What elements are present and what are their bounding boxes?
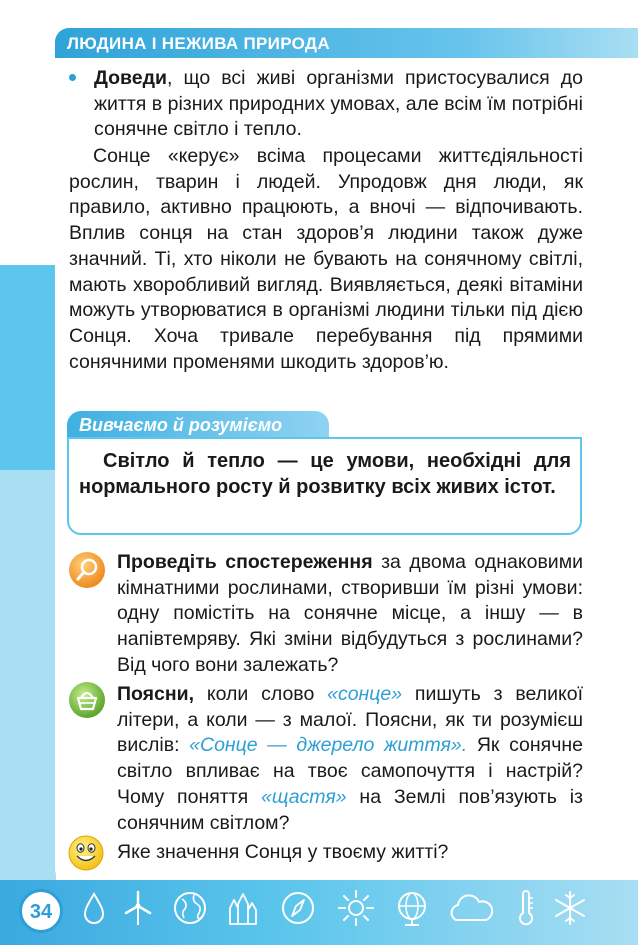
- globe-icon: [170, 888, 210, 928]
- bullet-dot: [69, 74, 76, 81]
- smiley-icon: [67, 834, 105, 872]
- basket-icon: [68, 681, 106, 719]
- chapter-title: ЛЮДИНА І НЕЖИВА ПРИРОДА: [67, 34, 330, 53]
- main-paragraph-text: Сонце «керує» всіма процесами життєдіяльності рослин, тварин і людей. Упродовж дня люди, як правило, активно працюють, а вночі — відпочивають. Вплив сонця на стан здоров’я людини також дуже значний. Ті, хто ніколи не бувають на сонячному світлі, мають хворобливий вигляд. Виявляється, деякі вітаміни можуть утворюватися в організмі людини тільки під дією Сонця. Хоча тривале перебування під прямими сонячними променями шкодить здоров’ю.: [69, 145, 583, 373]
- quote-sun: «сонце»: [327, 683, 403, 705]
- sun-icon: [336, 888, 376, 928]
- intro-paragraph: [94, 66, 583, 143]
- study-text: Світло й тепло — це умови, необхідні для нормального росту й розвитку всіх живих істот.: [79, 450, 571, 498]
- page-number-badge: [19, 889, 63, 933]
- task-explain-text-4: на Землі пов’язують із сонячним світлом?: [117, 785, 583, 834]
- chapter-header: [55, 28, 638, 58]
- task-explain: [117, 682, 583, 836]
- study-section-label: Вивчаємо й розуміємо: [79, 415, 283, 435]
- crystals-icon: [222, 888, 262, 928]
- task-explain-text-3: Як сонячне світло впливає на твоє самопочуття і настрій? Чому поняття: [117, 734, 583, 808]
- left-margin-stripe: [0, 265, 56, 470]
- task-question-text: Яке значення Сонця у твоєму житті?: [117, 841, 449, 863]
- thermometer-icon: [506, 888, 546, 928]
- water-drop-icon: [74, 888, 114, 928]
- left-margin-stripe-light: [0, 470, 56, 880]
- earth-grid-icon: [392, 888, 432, 928]
- quote-happiness: «щастя»: [261, 785, 347, 808]
- page-number: 34: [29, 901, 53, 923]
- task-observe-bold: Проведіть спостереження: [117, 551, 373, 573]
- quote-sun-source: «Сонце — джерело життя».: [189, 734, 468, 757]
- intro-bold: Доведи: [94, 67, 167, 89]
- task-question: [117, 840, 583, 866]
- main-paragraph: [69, 144, 583, 375]
- intro-text: , що всі живі організми пристосувалися до життя в різних природних умовах, але всім їм потрібні сонячне світло і тепло.: [94, 67, 583, 141]
- snowflake-icon: [550, 888, 590, 928]
- task-explain-text-1: коли слово: [194, 683, 328, 705]
- wind-turbine-icon: [118, 888, 158, 928]
- task-observe-text: за двома однаковими кімнатними рослинами, створивши їм різні умови: одну помістіть на сонячне місце, а іншу — в напівтемряву. Які зміни відбудуться з рослинами? Від чого вони залежать?: [117, 551, 583, 676]
- task-explain-text-2: пишуть з великої літери, а коли — з малої. Поясни, як ти розумієш вислів:: [117, 683, 583, 757]
- compass-icon: [278, 888, 318, 928]
- task-explain-bold: Поясни,: [117, 683, 195, 705]
- cloud-icon: [446, 888, 496, 928]
- magnifier-icon: [68, 551, 106, 589]
- task-observe: [117, 550, 583, 679]
